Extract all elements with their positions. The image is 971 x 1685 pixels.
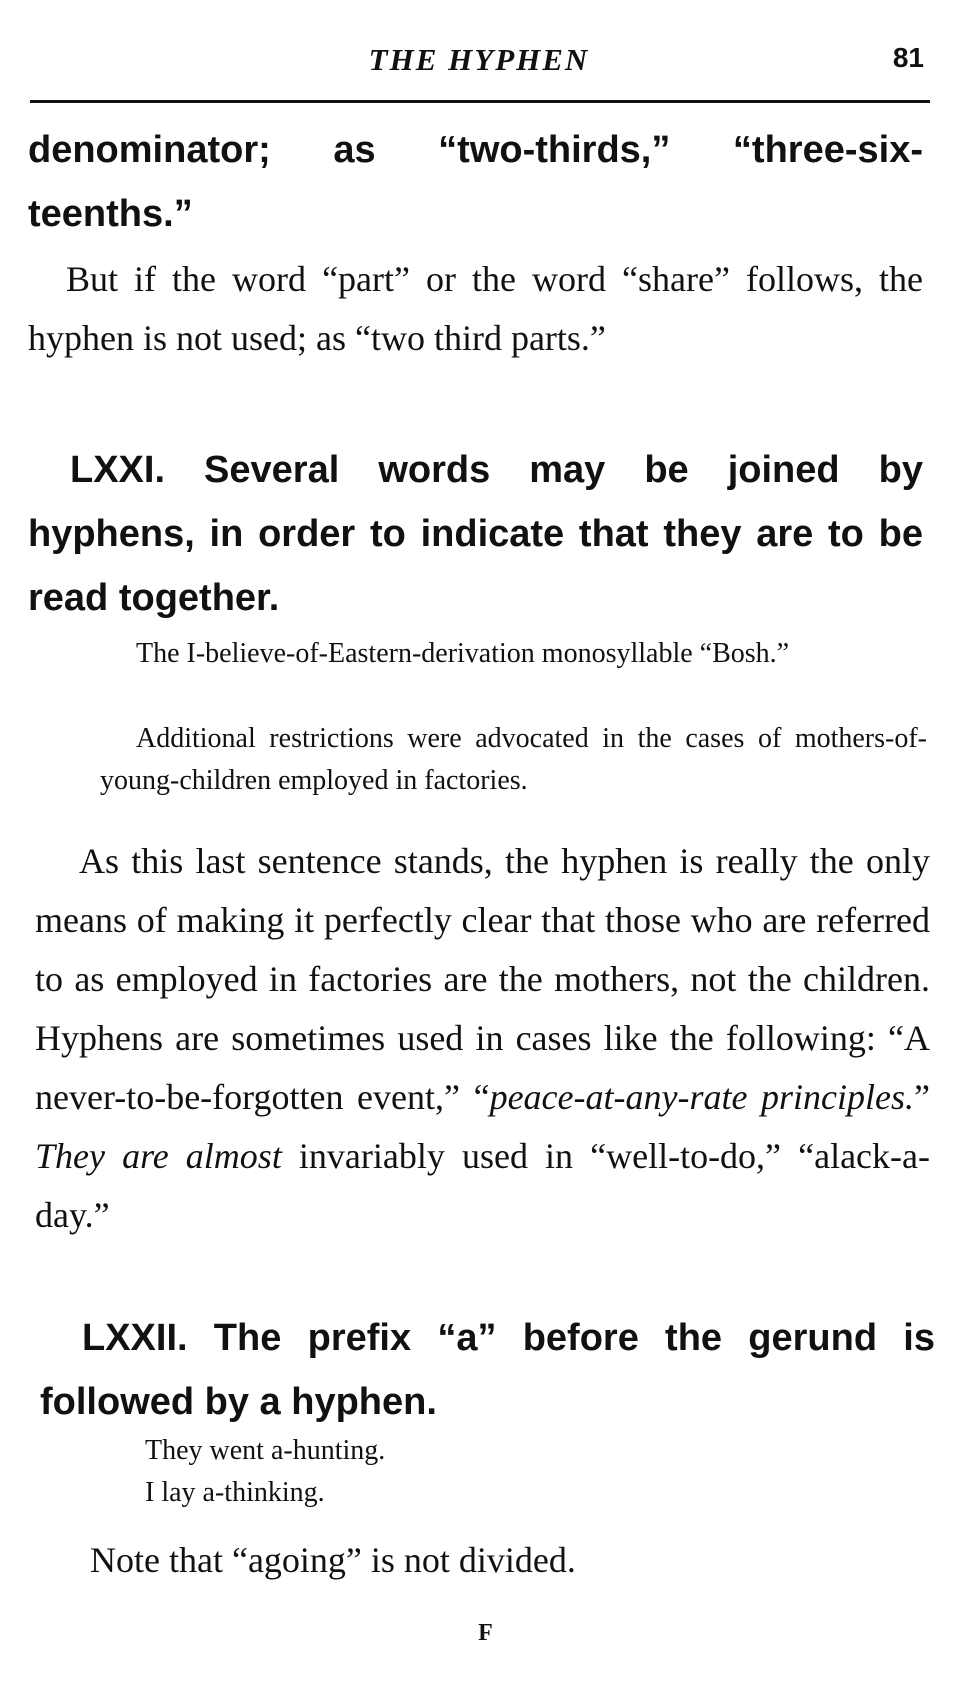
page-header	[30, 42, 928, 82]
text-run: As this last sentence stands, the hyphen is really the only means of making it perfectly clear that those who are referred to as employed in factories are the mothers, not the children. Hyphens are sometimes used in cases like the following: “A never-to-be-forgotten event,” “	[35, 841, 930, 1117]
rule-lxxi: LXXI. Several words may be joined by hyphens, in order to indicate that they are to be read together.	[28, 449, 923, 619]
italic-text-run: They are almost	[35, 1136, 282, 1176]
text-run: ”	[914, 1077, 930, 1117]
page-number: 81	[892, 42, 924, 73]
example-line: They went a-hunting.	[145, 1435, 386, 1466]
continued-rule-text: denominator; as “two-thirds,” “three-six-teenths.”	[28, 129, 923, 235]
rule-lxxii: LXXII. The prefix “a” before the gerund is followed by a hyphen.	[40, 1317, 935, 1423]
example-quote: Additional restrictions were advocated in the cases of mothers-of-young-children employed in factories.	[100, 723, 927, 796]
body-paragraph	[35, 832, 930, 1245]
italic-text-run: peace-at-any-rate principles.	[489, 1077, 914, 1117]
header-rule	[30, 100, 930, 103]
example-line: I lay a-thinking.	[145, 1477, 325, 1508]
note-paragraph: Note that “agoing” is not divided.	[90, 1540, 576, 1580]
example-quote: The I-believe-of-Eastern-derivation monosyllable “Bosh.”	[136, 638, 790, 669]
body-paragraph: But if the word “part” or the word “share” follows, the hyphen is not used; as “two third parts.”	[28, 259, 923, 358]
text-run: invariably used in “well-to-do,” “alack-a-day.”	[35, 1136, 930, 1235]
signature-mark: F	[478, 1620, 493, 1646]
running-head: THE HYPHEN	[368, 42, 590, 77]
